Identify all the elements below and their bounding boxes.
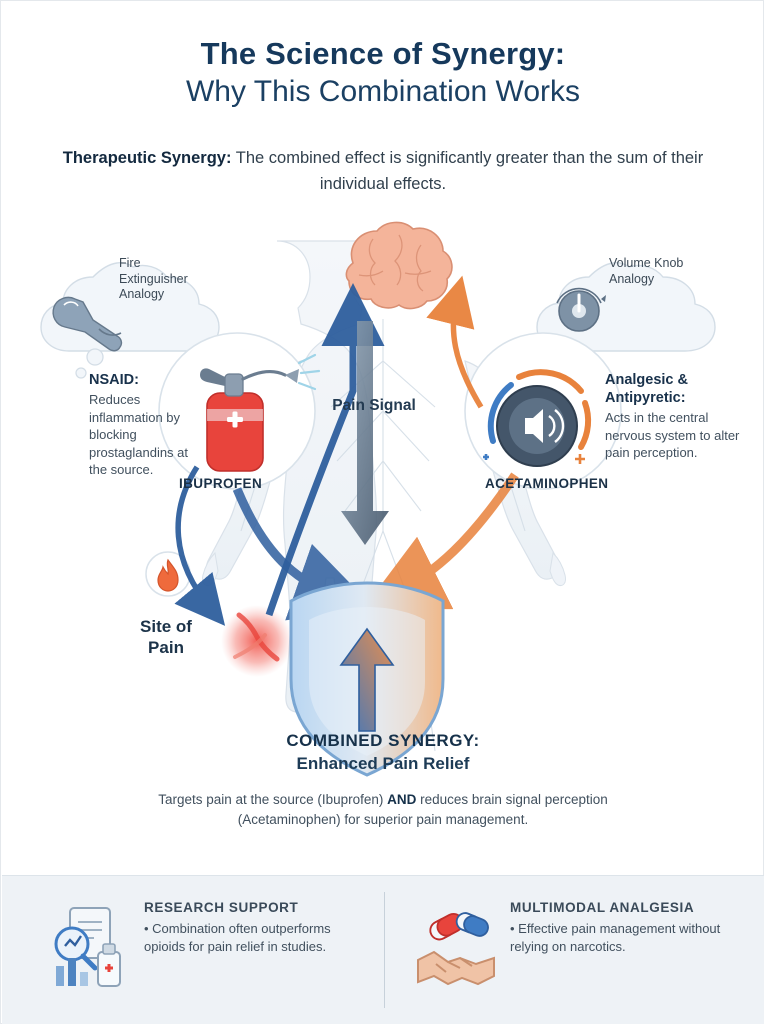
pain-site: [221, 605, 293, 677]
page-subtitle-rest: The combined effect is significantly greater than the sum of their individual effects.: [231, 149, 704, 193]
nsaid-block: [89, 371, 201, 479]
research-support-block: [32, 900, 372, 956]
synergy-subtitle: Enhanced Pain Relief: [296, 754, 470, 773]
magnifier-chart-icon: [42, 902, 134, 994]
multimodal-analgesia-text: • Effective pain management without relying on narcotics.: [510, 921, 721, 955]
cloud-left-label: Fire Extinguisher Analogy: [119, 256, 188, 302]
synergy-body: [133, 790, 633, 831]
combined-synergy-block: [133, 731, 633, 831]
handshake-pills-icon: [410, 902, 502, 994]
synergy-title: COMBINED SYNERGY:: [286, 731, 480, 750]
analgesic-title: Analgesic & Antipyretic:: [605, 372, 688, 407]
page-subtitle: [61, 146, 705, 197]
research-support-text: • Combination often outperforms opioids for pain relief in studies.: [144, 921, 331, 955]
analgesic-body: Acts in the central nervous system to alter pain perception.: [605, 410, 740, 461]
footer-bar: [2, 875, 764, 1024]
nsaid-body: Reduces inflammation by blocking prostaglandins at the source.: [89, 392, 189, 478]
ibuprofen-label: IBUPROFEN: [179, 476, 263, 491]
multimodal-analgesia-heading: MULTIMODAL ANALGESIA: [510, 900, 695, 915]
nsaid-title: NSAID:: [89, 372, 139, 388]
diagram-canvas: [1, 211, 764, 871]
page-title-line1: The Science of Synergy:: [200, 36, 566, 71]
footer-divider: [384, 892, 385, 1008]
arrow-converge-right: [395, 475, 515, 593]
synergy-body-and: AND: [387, 792, 417, 807]
page-title-line2: Why This Combination Works: [185, 75, 580, 109]
cloud-right-label: Volume Knob Analogy: [609, 256, 684, 286]
research-support-heading: RESEARCH SUPPORT: [144, 900, 299, 915]
page-title: [1, 35, 764, 113]
acetaminophen-label: ACETAMINOPHEN: [485, 476, 609, 491]
pain-signal-label: Pain Signal: [332, 397, 416, 414]
synergy-body-part1: Targets pain at the source (Ibuprofen): [158, 792, 388, 807]
multimodal-analgesia-block: [406, 900, 746, 956]
page-subtitle-strong: Therapeutic Synergy:: [62, 149, 232, 167]
analgesic-block: [605, 371, 747, 462]
site-of-pain-label: Site of Pain: [140, 617, 192, 658]
brain-icon: [346, 222, 452, 308]
synergy-body-part2: reduces brain signal perception (Acetaminophen) for superior pain management.: [237, 792, 608, 828]
